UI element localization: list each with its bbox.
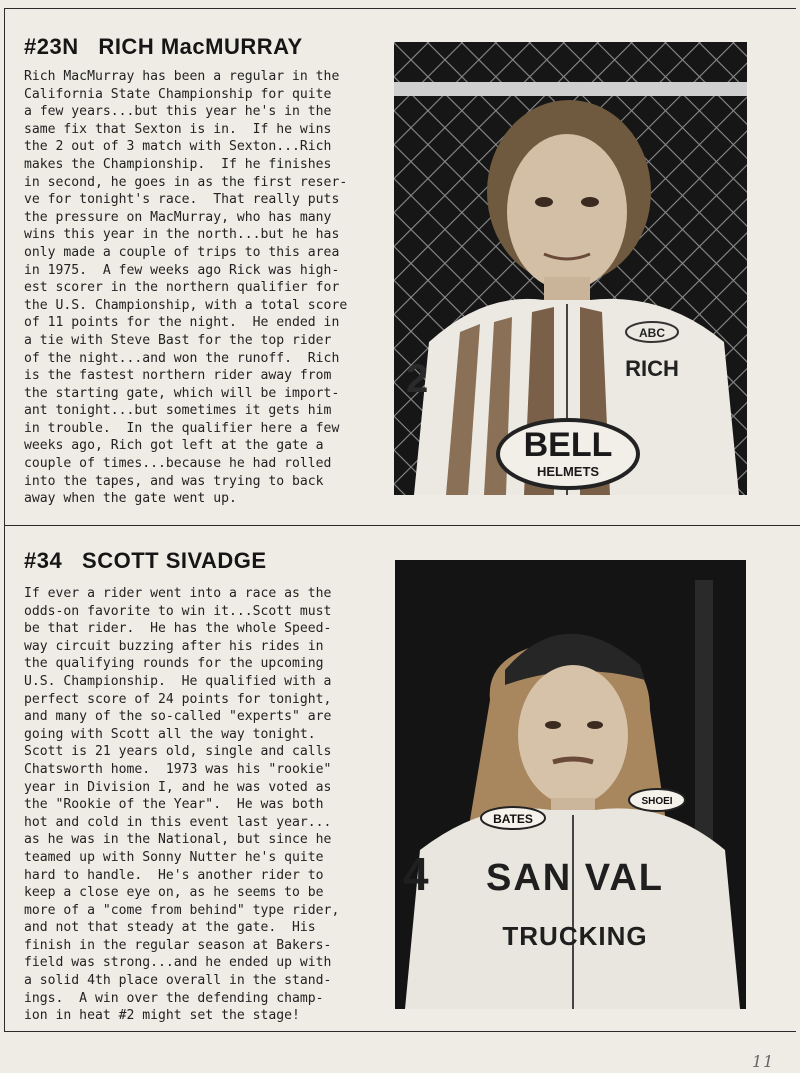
rider-photo-sivadge	[395, 560, 746, 1009]
photo-sivadge-sponsor-bottom: TRUCKING	[502, 921, 648, 951]
bio-line: the pressure on MacMurray, who has many	[24, 209, 332, 225]
bio-line: If ever a rider went into a race as the	[24, 586, 332, 601]
photo-macmurray-sponsor-bottom: HELMETS	[536, 464, 600, 479]
bio-line: Scott is 21 years old, single and calls	[24, 744, 332, 760]
bio-line: be that rider. He has the whole Speed-	[24, 621, 332, 637]
bio-line: field was strong...and he ended up with	[24, 955, 332, 971]
bio-line: hot and cold in this event last year...	[24, 814, 332, 830]
bio-line: est scorer in the northern qualifier for	[24, 280, 340, 296]
photo-macmurray-sponsor-top: BELL	[523, 426, 613, 464]
bio-line: finish in the regular season at Bakers-	[24, 937, 332, 953]
photo-macmurray-jacket-name: RICH	[625, 356, 679, 381]
rider-bio-sivadge	[24, 585, 384, 1025]
bio-line: away when the gate went up.	[24, 491, 237, 507]
bio-line: year in Division I, and he was voted as	[24, 779, 332, 795]
bio-line: the "Rookie of the Year". He was both	[24, 797, 324, 813]
photo-sivadge-patch-right: SHOEI	[641, 796, 673, 807]
bio-line: a solid 4th place overall in the stand-	[24, 973, 332, 989]
photo-macmurray-sleeve-number: 2	[406, 357, 429, 401]
bio-line: of the night...and won the runoff. Rich	[24, 350, 340, 366]
bio-line: only made a couple of trips to this area	[24, 244, 340, 260]
bio-line: the U.S. Championship, with a total score	[24, 297, 348, 313]
bio-line: wins this year in the north...but he has	[24, 227, 340, 243]
bio-line: and many of the so-called "experts" are	[24, 709, 332, 725]
bio-line: the qualifying rounds for the upcoming	[24, 656, 324, 672]
bio-line: couple of times...because he had rolled	[24, 456, 332, 472]
bio-line: is the fastest northern rider away from	[24, 368, 332, 384]
bio-line: ve for tonight's race. That really puts	[24, 192, 340, 208]
photo-sivadge-sponsor-top: SAN VAL	[486, 857, 664, 899]
bio-line: hard to handle. He's another rider to	[24, 867, 324, 883]
rider-bio-macmurray	[24, 68, 384, 508]
page-number: 11	[752, 1052, 775, 1071]
bio-line: going with Scott all the way tonight.	[24, 726, 316, 742]
bio-line: in second, he goes in as the first reser-	[24, 174, 348, 190]
rider-heading-sivadge: #34 SCOTT SIVADGE	[24, 548, 267, 573]
bio-line: as he was in the National, but since he	[24, 832, 332, 848]
bio-line: ion in heat #2 might set the stage!	[24, 1008, 300, 1024]
photo-sivadge-chest-number: 4	[403, 848, 429, 900]
bio-line: keep a close eye on, as he seems to be	[24, 885, 324, 901]
photo-sivadge-illustration	[395, 560, 746, 1009]
bio-line: a few years...but this year he's in the	[24, 104, 332, 120]
bio-line: Rich MacMurray has been a regular in the	[24, 69, 340, 84]
bio-line: and not that steady at the gate. His	[24, 920, 316, 936]
bio-line: teamed up with Sonny Nutter he's quite	[24, 849, 324, 865]
photo-sivadge-patch-left: BATES	[493, 812, 533, 826]
bio-line: ant tonight...but sometimes it gets him	[24, 403, 332, 419]
bio-line: the 2 out of 3 match with Sexton...Rich	[24, 139, 332, 155]
bio-line: Chatsworth home. 1973 was his "rookie"	[24, 761, 332, 777]
photo-macmurray-badge: ABC	[639, 326, 665, 340]
rider-photo-macmurray	[394, 42, 747, 495]
bio-line: odds-on favorite to win it...Scott must	[24, 603, 332, 619]
section-divider	[4, 525, 800, 526]
bio-line: U.S. Championship. He qualified with a	[24, 673, 332, 689]
bio-line: into the tapes, and was trying to back	[24, 473, 324, 489]
bio-line: of 11 points for the night. He ended in	[24, 315, 340, 331]
bio-line: the starting gate, which will be import-	[24, 385, 340, 401]
bio-line: a tie with Steve Bast for the top rider	[24, 332, 332, 348]
bio-line: perfect score of 24 points for tonight,	[24, 691, 332, 707]
bio-line: ings. A win over the defending champ-	[24, 990, 324, 1006]
rider-heading-macmurray: #23N RICH MacMURRAY	[24, 34, 303, 59]
bio-line: way circuit buzzing after his rides in	[24, 638, 324, 654]
bio-line: same fix that Sexton is in. If he wins	[24, 121, 332, 137]
bio-line: more of a "come from behind" type rider,	[24, 902, 340, 918]
bio-line: in trouble. In the qualifier here a few	[24, 420, 340, 436]
photo-macmurray-illustration	[394, 42, 747, 495]
bio-line: California State Championship for quite	[24, 86, 332, 102]
bio-line: weeks ago, Rich got left at the gate a	[24, 438, 324, 454]
bio-line: in 1975. A few weeks ago Rick was high-	[24, 262, 340, 278]
bio-line: makes the Championship. If he finishes	[24, 156, 332, 172]
